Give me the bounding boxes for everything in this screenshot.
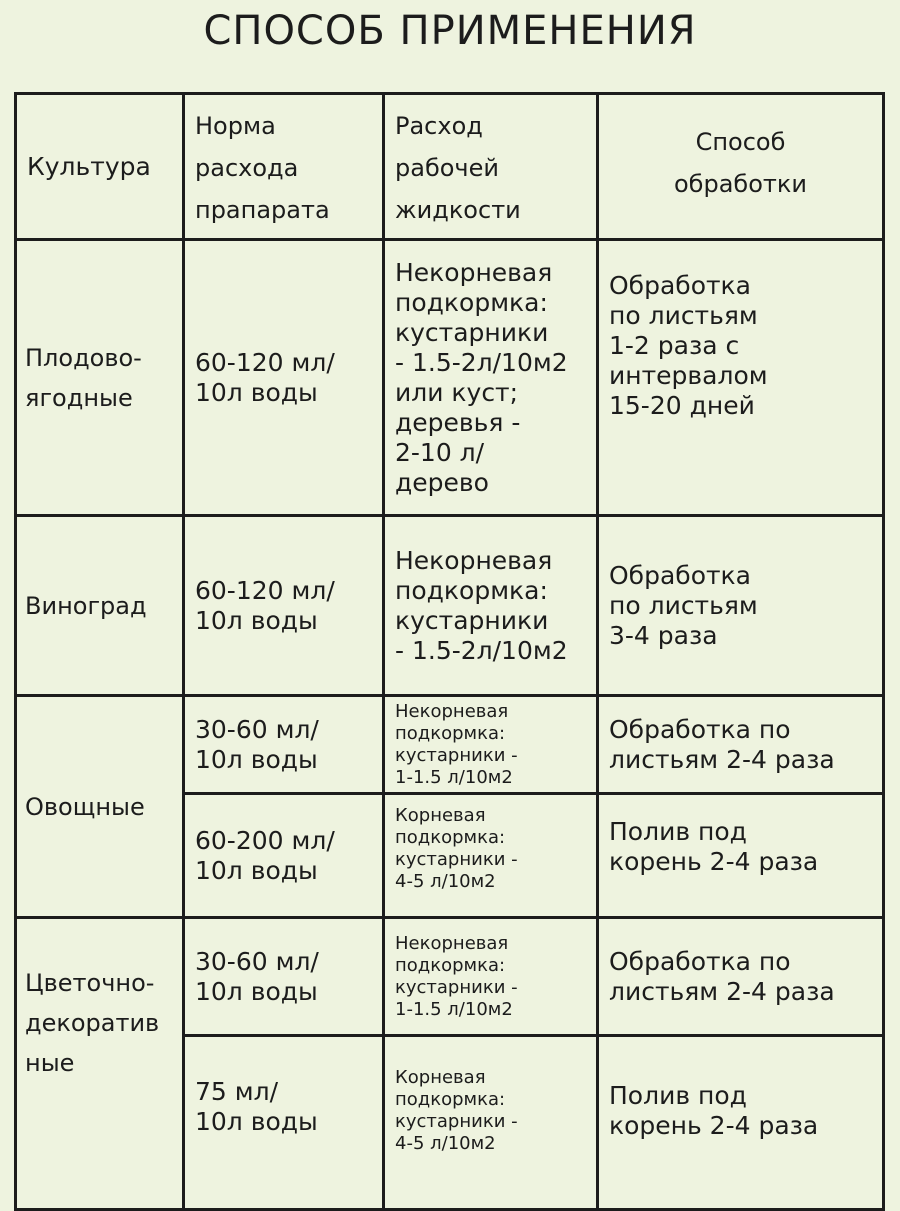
method-cell: Обработка по листьям 2-4 раза (598, 696, 884, 794)
culture-cell: Плодово- ягодные (16, 240, 184, 516)
table-row (16, 516, 884, 696)
culture-cell: Виноград (16, 516, 184, 696)
consumption-cell: Корневая подкормка: кустарники - 4-5 л/10м2 (384, 794, 598, 918)
norm-cell: 30-60 мл/ 10л воды (184, 696, 384, 794)
culture-cell: Цветочно- декоратив ные (16, 918, 184, 1210)
consumption-cell: Некорневая подкормка: кустарники - 1-1.5 л/10м2 (384, 696, 598, 794)
norm-cell: 60-120 мл/ 10л воды (184, 516, 384, 696)
method-cell: Обработка по листьям 1-2 раза с интервалом 15-20 дней (598, 240, 884, 516)
method-cell: Полив под корень 2-4 раза (598, 794, 884, 918)
table-row (16, 918, 884, 1036)
page-title: СПОСОБ ПРИМЕНЕНИЯ (203, 8, 697, 54)
header-method: Способ обработки (598, 94, 884, 240)
application-table (14, 92, 885, 1211)
norm-cell: 75 мл/ 10л воды (184, 1036, 384, 1210)
culture-cell: Овощные (16, 696, 184, 918)
consumption-cell: Корневая подкормка: кустарники - 4-5 л/10м2 (384, 1036, 598, 1210)
method-cell: Полив под корень 2-4 раза (598, 1036, 884, 1210)
table-header-row (16, 94, 884, 240)
consumption-cell: Некорневая подкормка: кустарники - 1-1.5 л/10м2 (384, 918, 598, 1036)
consumption-cell: Некорневая подкормка: кустарники - 1.5-2л/10м2 (384, 516, 598, 696)
consumption-cell: Некорневая подкормка: кустарники - 1.5-2л/10м2 или куст; деревья - 2-10 л/ дерево (384, 240, 598, 516)
method-cell: Обработка по листьям 2-4 раза (598, 918, 884, 1036)
norm-cell: 60-200 мл/ 10л воды (184, 794, 384, 918)
header-culture: Культура (16, 94, 184, 240)
header-norm: Норма расхода прапарата (184, 94, 384, 240)
table-row (16, 240, 884, 516)
method-cell: Обработка по листьям 3-4 раза (598, 516, 884, 696)
table-row (16, 696, 884, 794)
norm-cell: 60-120 мл/ 10л воды (184, 240, 384, 516)
norm-cell: 30-60 мл/ 10л воды (184, 918, 384, 1036)
header-consumption: Расход рабочей жидкости (384, 94, 598, 240)
